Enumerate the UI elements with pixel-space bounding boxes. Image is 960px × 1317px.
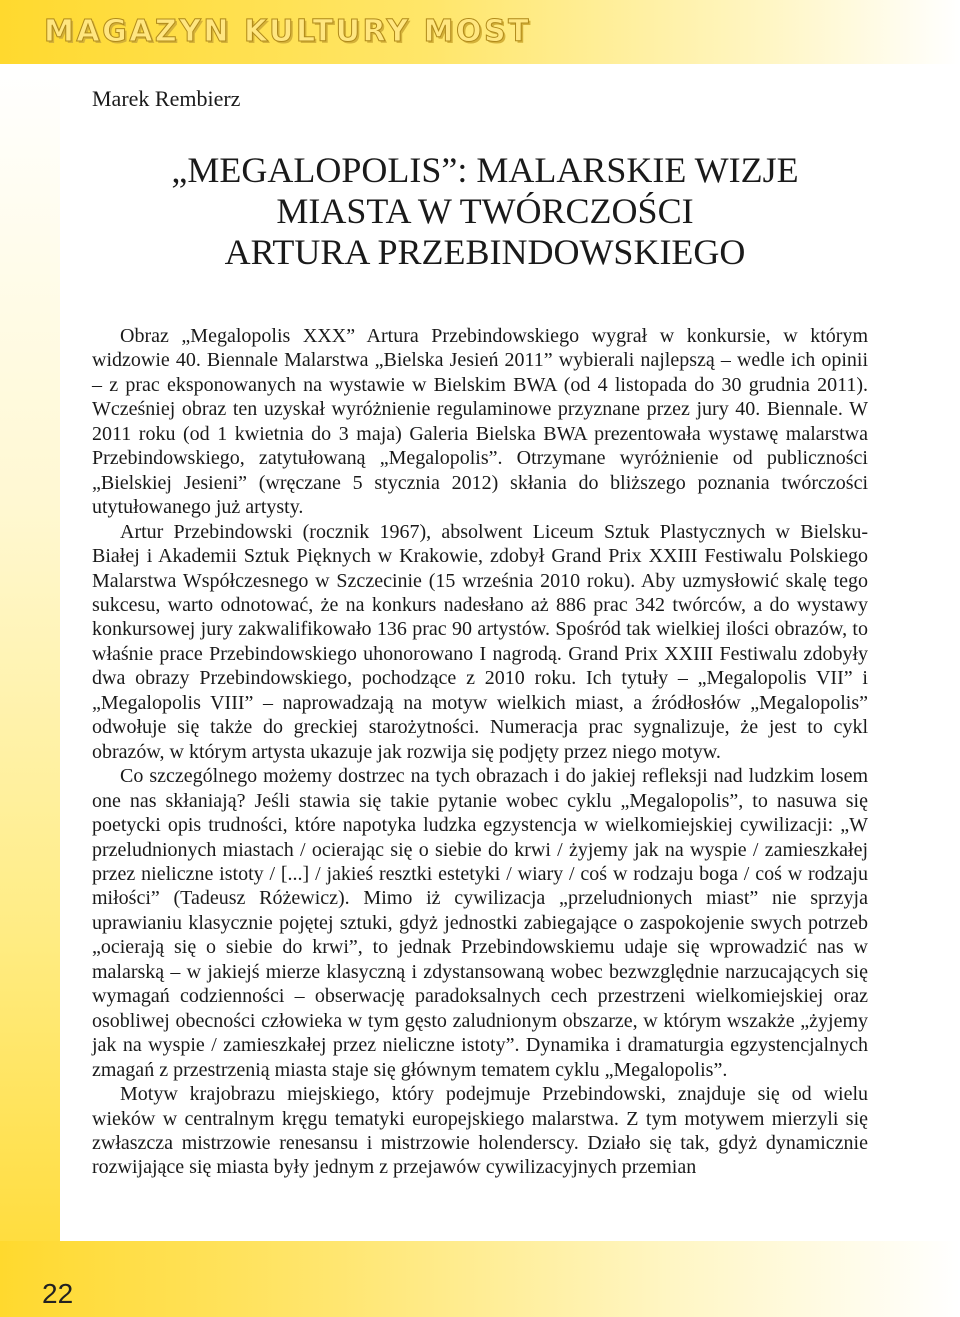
side-decoration-bar (0, 64, 60, 1317)
magazine-masthead: MAGAZYN KULTURY MOST (44, 14, 532, 49)
paragraph: Co szczególnego możemy dostrzec na tych obrazach i do jakiej refleksji nad ludzkim losem one nas skłaniają? Jeśli stawia się takie pytanie wobec cyklu „Megalopolis”, to nasuwa się poetycki opis trudności, które napotyka ludzka egzystencja w wielkomiejskiej cywilizacji: „W przeludnionych miastach / ocierając się o siebie do krwi / żyjemy jak na wyspie / zamieszkałej przez nieliczne istoty / [...] / jakieś resztki estetyki / wiary / coś w rodzaju boga / coś w rodzaju miłości” (Tadeusz Różewicz). Mimo iż cywilizacja „przeludnionych miast” nie sprzyja uprawianiu klasycznie pojętej sztuki, gdyż jednostki zabiegające o zaspokojenie swych potrzeb „ocierają się o siebie do krwi”, to jednak Przebindowskiemu udaje się wprowadzić nas w malarską – w jakiejś mierze klasyczną i zdystansowaną wobec bezwzględnie narzucających się wymagań codzienności – obserwację paradoksalnych cech przestrzeni wielkomiejskiej oraz osobliwej obecności człowieka w tym gęsto zaludnionym obszarze, w którym wszakże „żyjemy jak na wyspie / zamieszkałej przez nieliczne istoty”. Dynamika i dramaturgia egzystencjalnych zmagań z przestrzenią miasta staje się głównym tematem cyklu „Megalopolis”. (92, 765, 868, 1081)
article-title (90, 150, 880, 273)
article-author: Marek Rembierz (92, 86, 241, 111)
title-line: MIASTA W TWÓRCZOŚCI (276, 191, 694, 231)
paragraph: Artur Przebindowski (rocznik 1967), absolwent Liceum Sztuk Plastycznych w Bielsku-Białej i Akademii Sztuk Pięknych w Krakowie, zdobył Grand Prix XXIII Festiwalu Polskiego Malarstwa Współczesnego w Szczecinie (15 września 2010 roku). Aby uzmysłowić skalę tego sukcesu, warto odnotować, że na konkurs nadesłano aż 886 prac 342 twórców, a do wystawy konkursowej jury zakwalifikowało 136 prac 90 artystów. Spośród tak wielkiej ilości obrazów, to właśnie prace Przebindowskiego uhonorowano I nagrodą. Grand Prix XXIII Festiwalu zdobyły dwa obrazy Przebindowskiego, pochodzące z 2010 roku. Ich tytuły – „Megalopolis VII” i „Megalopolis VIII” – naprowadzają na motyw wielkich miast, a źródłosłów „Megalopolis” odwołuje się także do greckiej starożytności. Numeracja prac sygnalizuje, że jest to cykl obrazów, w którym artysta ukazuje jak rozwija się podjęty przez niego motyw. (92, 520, 868, 763)
footer-banner (0, 1241, 960, 1317)
paragraph: Motyw krajobrazu miejskiego, który podejmuje Przebindowski, znajduje się od wielu wieków w centralnym kręgu tematyki europejskiego malarstwa. Z tym motywem mierzyli się zwłaszcza mistrzowie renesansu i mistrzowie holenderscy. Działo się tak, gdyż dynamicznie rozwijające się miasta były jednym z przejawów cywilizacyjnych przemian (92, 1083, 868, 1179)
title-line: „MEGALOPOLIS”: MALARSKIE WIZJE (171, 150, 799, 190)
page-number: 22 (42, 1278, 74, 1309)
paragraph: Obraz „Megalopolis XXX” Artura Przebindowskiego wygrał w konkursie, w którym widzowie 40. Biennale Malarstwa „Bielska Jesień 2011” wybierali najlepszą – wedle ich opinii – z prac eksponowanych na wystawie w Bielskim BWA (od 4 listopada do 30 grudnia 2011). Wcześniej obraz ten uzyskał wyróżnienie regulaminowe przyznane przez jury 40. Biennale. W 2011 roku (od 1 kwietnia do 3 maja) Galeria Bielska BWA prezentowała wystawę malarstwa Przebindowskiego, zatytułowaną „Megalopolis”. Otrzymane wyróżnienie od publiczności „Bielskiej Jesieni” (wręczane 5 stycznia 2012) skłania do bliższego poznania twórczości utytułowanego już artysty. (92, 325, 868, 519)
article-body (92, 324, 868, 1180)
title-line: ARTURA PRZEBINDOWSKIEGO (224, 232, 746, 272)
